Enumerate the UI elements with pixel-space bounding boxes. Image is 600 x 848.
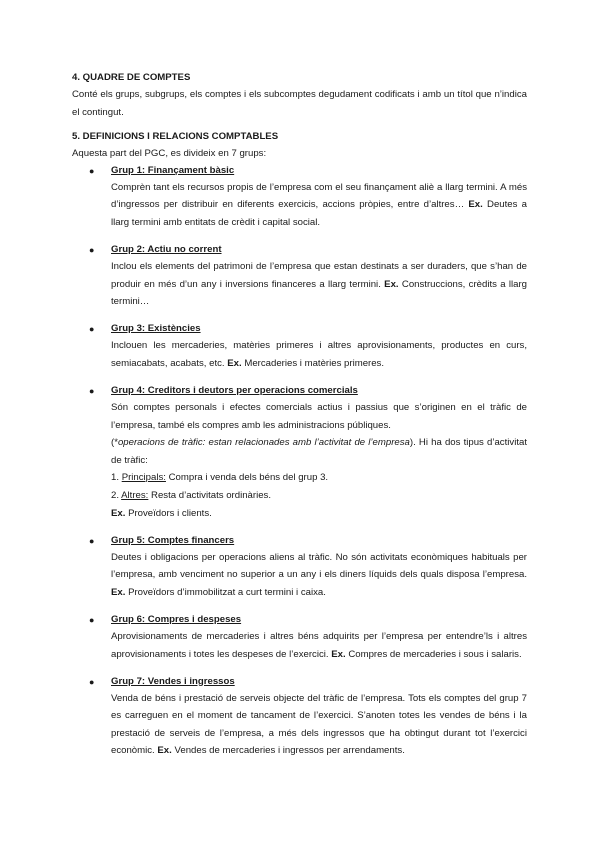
group-title: Grup 1: Finançament bàsic (111, 164, 235, 176)
group-example: Proveïdors d’immobilitzat a curt termini i caixa. (128, 586, 326, 598)
group-body (111, 337, 527, 372)
section-4 (72, 70, 527, 121)
group-item-6 (72, 612, 527, 663)
group-title: Grup 3: Existències (111, 323, 201, 335)
group-example: Proveïdors i clients. (128, 507, 212, 519)
group-body (111, 258, 527, 311)
groups-list (72, 163, 527, 760)
group-item-5 (72, 533, 527, 602)
group-body (111, 549, 527, 602)
group-text: Inclouen les mercaderies, matèries primeres i altres aprovisionaments, productes en curs, semiacabats, acabats, etc. (111, 340, 527, 369)
group-body (111, 179, 527, 232)
activity-item-1: 1. Principals: Compra i venda dels béns del grup 3. (111, 472, 329, 484)
activity-label: Principals: (121, 472, 166, 484)
group-item-2 (72, 242, 527, 311)
example-label: Ex. (384, 278, 399, 290)
bullet-icon: ● (89, 245, 95, 256)
example-label: Ex. (111, 507, 126, 519)
bullet-icon: ● (89, 386, 95, 397)
group-title: Grup 6: Compres i despeses (111, 613, 242, 625)
group-example: Compres de mercaderies i sous i salaris. (348, 648, 522, 660)
group-example: Vendes de mercaderies i ingressos per arrendaments. (174, 745, 405, 757)
group-body (111, 399, 527, 522)
group-title: Grup 2: Actiu no corrent (111, 244, 222, 256)
group-item-1 (72, 163, 527, 232)
note-italic: operacions de tràfic: estan relacionades amb l’activitat de l’empresa (117, 437, 410, 449)
example-label: Ex. (227, 357, 242, 369)
group-text: Comprèn tant els recursos propis de l’empresa com el seu finançament aliè a llarg termini. A més d’ingressos per distribuir en diferents exercicis, accions pròpies, entre d’altres… (111, 181, 527, 211)
group-text: Inclou els elements del patrimoni de l’empresa que estan destinats a ser duraders, que s’han de produir en més d’un any i inversions financeres a llarg termini. (111, 261, 527, 290)
bullet-icon: ● (89, 324, 95, 335)
group-title: Grup 7: Vendes i ingressos (111, 675, 235, 687)
group-example: Deutes a llarg termini amb entitats de crèdit i capital social. (111, 199, 528, 228)
group-text: Deutes i obligacions per operacions aliens al tràfic. No són activitats econòmiques habituals per l’empresa, amb venciment no superior a un any i els diners líquids dels quals disposa l’empresa. (111, 551, 527, 581)
bullet-icon: ● (89, 535, 95, 546)
group-example: Construccions, crèdits a llarg termini… (111, 278, 527, 308)
group-example: Mercaderies i matèries primeres. (244, 357, 385, 369)
section-5-intro: Aquesta part del PGC, es divideix en 7 grups: (72, 148, 267, 160)
example-label: Ex. (468, 199, 483, 211)
bullet-icon: ● (89, 676, 95, 687)
section-4-text: Conté els grups, subgrups, els comptes i els subcomptes degudament codificats i amb un títol que n’indica el contingut. (72, 89, 527, 118)
group-text: Aprovisionaments de mercaderies i altres béns adquirits per l’empresa per entendre’ls i altres aprovisionaments i totes les despeses de l’exercici. (111, 630, 527, 660)
group-body (111, 690, 527, 760)
section-5 (72, 129, 527, 760)
example-label: Ex. (331, 648, 346, 660)
group-title: Grup 4: Creditors i deutors per operacions comercials (111, 385, 358, 397)
group-note: (*operacions de tràfic: estan relacionades amb l’activitat de l’empresa). Hi ha dos tipus d’activitat de tràfic: (111, 437, 527, 466)
group-item-7 (72, 674, 527, 760)
bullet-icon: ● (89, 165, 95, 176)
group-title: Grup 5: Comptes financers (111, 534, 235, 546)
bullet-icon: ● (89, 614, 95, 625)
group-text: Venda de béns i prestació de serveis objecte del tràfic de l’empresa. Tots els comptes del grup 7 es carreguen en el moment de tancament de l’exercici. S’anoten totes les vendes de béns i la prestació de serveis de l’empresa, a més dels ingressos que ha obtingut durant tot l’exercici econòmic. (111, 692, 527, 757)
group-item-4 (72, 383, 527, 522)
activity-item-2: 2. Altres: Resta d’activitats ordinàries. (111, 490, 272, 501)
section-5-heading: 5. DEFINICIONS I RELACIONS COMPTABLES (72, 131, 279, 143)
group-item-3 (72, 321, 527, 372)
group-body (111, 628, 527, 663)
example-label: Ex. (157, 745, 172, 757)
document-page (72, 70, 527, 771)
example-label: Ex. (111, 586, 126, 598)
section-4-heading: 4. QUADRE DE COMPTES (72, 72, 191, 83)
activity-label: Altres: (121, 490, 149, 501)
group-text: Són comptes personals i efectes comercials actius i passius que s’originen en el tràfic de l’empresa, també els compres amb les administracions públiques. (111, 402, 527, 431)
